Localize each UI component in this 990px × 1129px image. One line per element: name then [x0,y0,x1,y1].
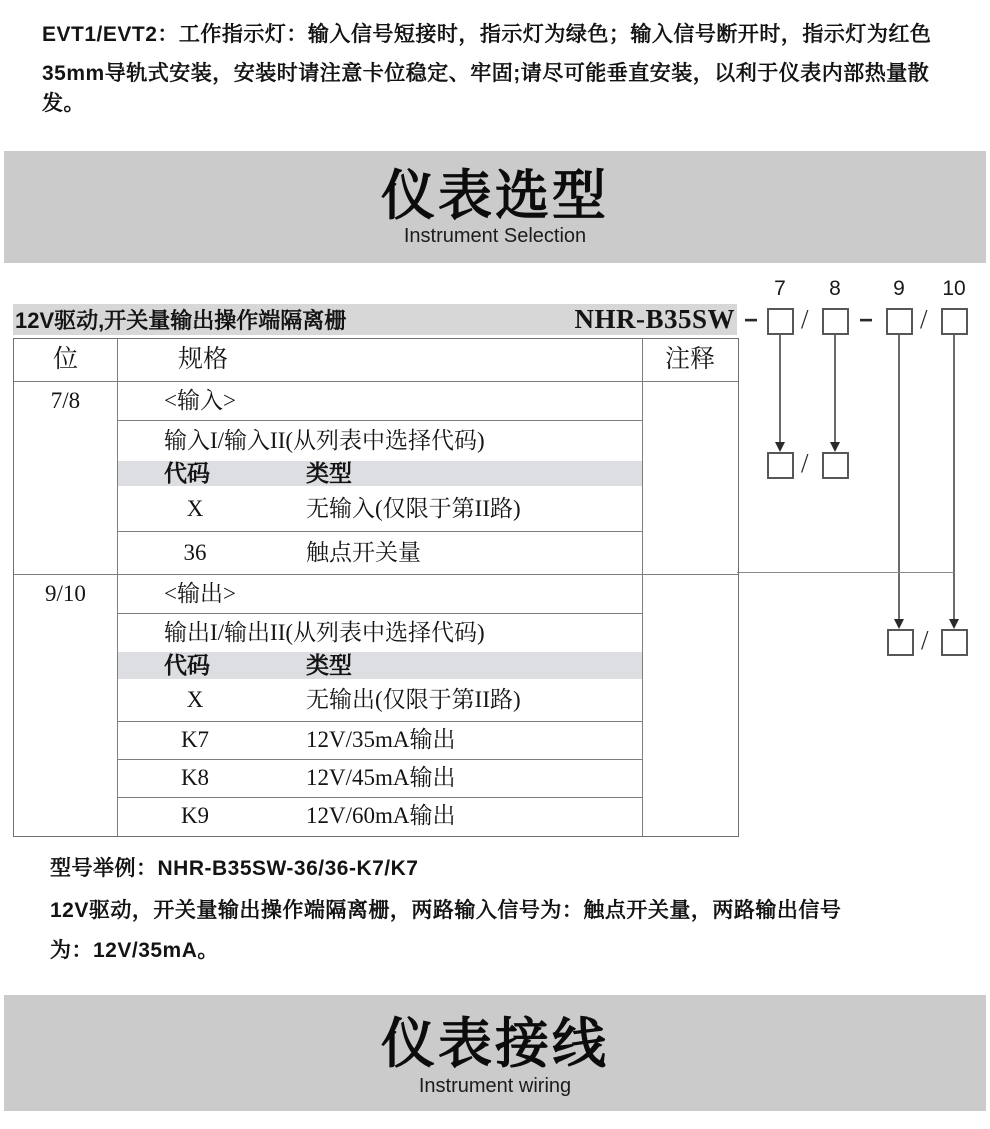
arrow-head-9 [894,619,904,629]
table-vline-spec-note [642,339,643,836]
arrow-line-9 [898,335,900,620]
digit-label-9: 9 [893,277,905,300]
selection-banner [4,151,986,263]
example-line-3: 为：12V/35mA。 [50,939,219,962]
intro-line-2: 35mm导轨式安装，安装时请注意卡位稳定、牢固;请尽可能垂直安装，以利于仪表内部热量散发。 [42,62,930,115]
model-slash-1: / [801,304,809,334]
input-type-header: 类型 [306,461,352,486]
output-row-code: K8 [180,765,210,790]
wiring-banner [4,995,986,1111]
code-box-9 [886,308,913,335]
table-hline-section [14,574,738,575]
output-row-type: 12V/35mA输出 [306,727,456,752]
output-code-header: 代码 [164,653,210,678]
output-subtitle: 输出I/输出II(从列表中选择代码) [164,620,485,645]
output-code-box-2 [941,629,968,656]
arrow-line-8 [834,335,836,443]
example-line-2: 12V驱动，开关量输出操作端隔离栅，两路输入信号为：触点开关量，两路输出信号 [50,899,842,922]
table-vline-pos-spec [117,339,118,836]
product-title: 12V驱动,开关量输出操作端隔离栅 [15,308,347,333]
digit-label-8: 8 [829,277,841,300]
model-prefix: NHR-B35SW [574,304,735,334]
model-dash-2: − [859,307,874,334]
example-line-1: 型号举例：NHR-B35SW-36/36-K7/K7 [50,857,419,880]
wiring-banner-title: 仪表接线 [381,1014,609,1074]
digit-label-10: 10 [942,277,966,300]
input-code-box-1 [767,452,794,479]
output-group-title: <输出> [164,581,236,606]
input-row-code: 36 [183,540,207,565]
selection-banner-subtitle: Instrument Selection [403,225,587,247]
wiring-banner-subtitle: Instrument wiring [418,1075,572,1097]
divider-extension-line [737,572,954,573]
output-row-type: 12V/45mA输出 [306,765,456,790]
output-row-code: X [186,687,204,712]
input-subtitle: 输入I/输入II(从列表中选择代码) [164,428,485,453]
model-slash-2: / [920,304,928,334]
product-title-strip [13,304,737,335]
code-box-7 [767,308,794,335]
input-group-title: <输入> [164,388,236,413]
selection-table [13,338,739,837]
digit-label-7: 7 [774,277,786,300]
model-dash-1: − [744,307,759,334]
section-position-910: 9/10 [45,581,86,606]
input-code-box-2 [822,452,849,479]
output-slash: / [921,625,929,655]
arrow-line-10 [953,335,955,620]
col-header-note: 注释 [664,346,715,373]
output-row-type: 无输出(仅限于第II路) [306,687,521,712]
input-row-code: X [186,496,204,521]
code-box-10 [941,308,968,335]
col-header-spec: 规格 [178,346,229,373]
selection-banner-title: 仪表选型 [381,166,609,226]
input-code-header: 代码 [164,461,210,486]
output-row-code: K7 [180,727,210,752]
arrow-head-8 [830,442,840,452]
col-header-position: 位 [52,346,78,373]
intro-line-1: EVT1/EVT2：工作指示灯：输入信号短接时，指示灯为绿色；输入信号断开时，指示灯为红色 [42,23,932,46]
output-type-header: 类型 [306,653,352,678]
code-box-8 [822,308,849,335]
input-row-type: 触点开关量 [306,540,421,565]
arrow-head-7 [775,442,785,452]
output-row-type: 12V/60mA输出 [306,803,456,828]
input-row-type: 无输入(仅限于第II路) [306,496,521,521]
table-hline-header [14,381,738,382]
input-slash: / [801,448,809,478]
arrow-line-7 [779,335,781,443]
section-position-78: 7/8 [50,388,81,413]
output-row-code: K9 [180,803,210,828]
arrow-head-10 [949,619,959,629]
output-code-box-1 [887,629,914,656]
